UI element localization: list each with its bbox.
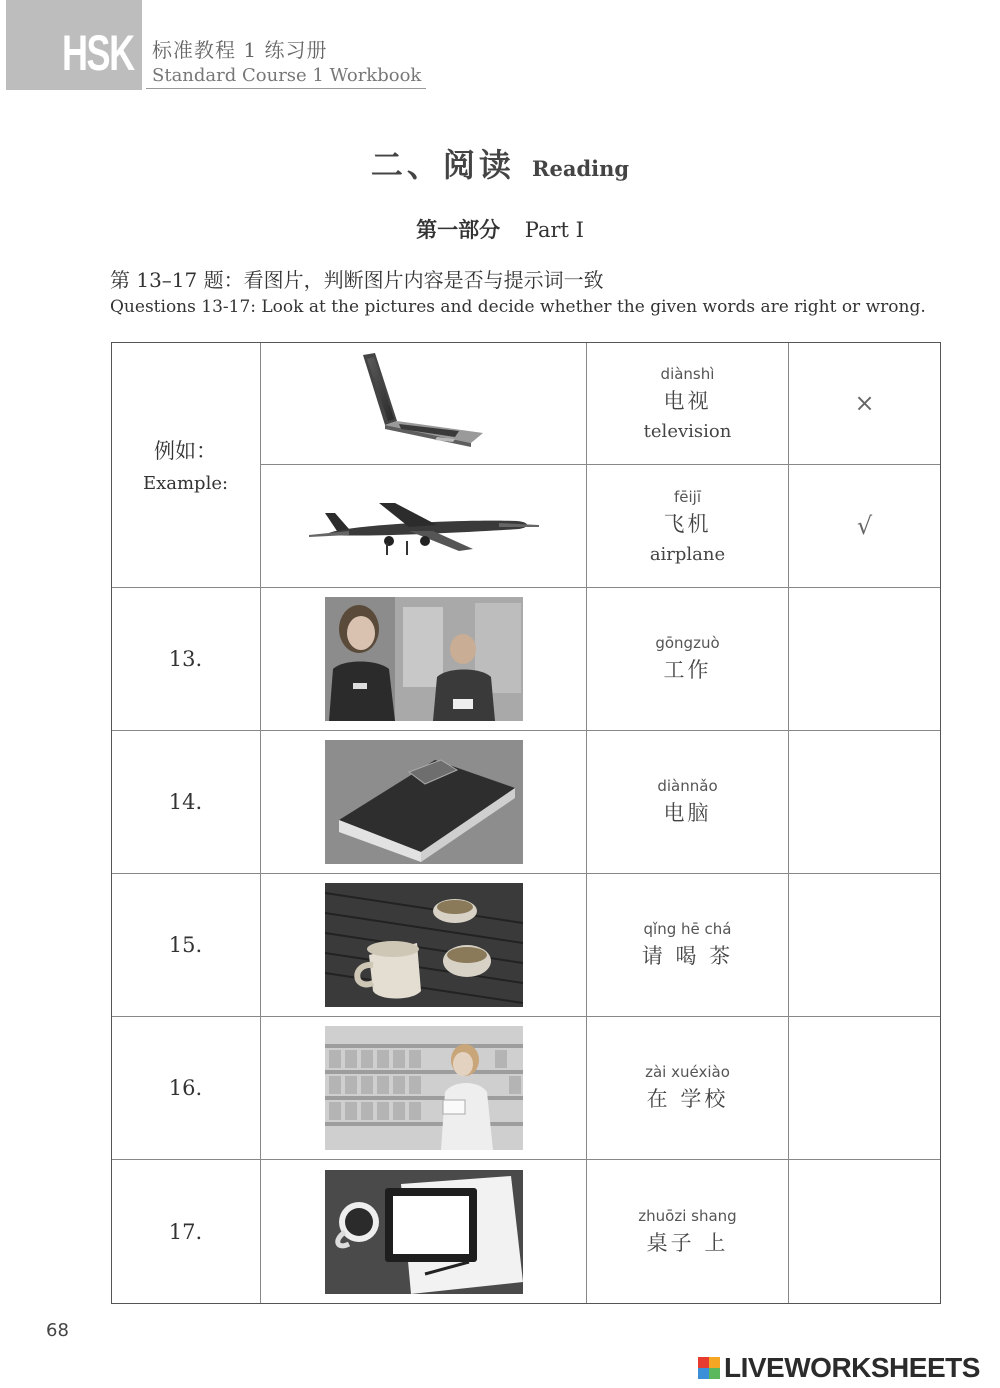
brand-square [698, 1357, 709, 1368]
section-title-english: Reading [532, 156, 630, 181]
book-title-chinese: 标准教程 1 练习册 [152, 38, 328, 62]
instructions-chinese: 第 13–17 题：看图片，判断图片内容是否与提示词一致 [110, 268, 604, 292]
question-15-picture-cell [261, 874, 587, 1017]
question-14-pinyin: diànnǎo [657, 777, 718, 795]
question-13-number-cell [111, 588, 261, 731]
question-14-number-cell [111, 731, 261, 874]
question-13-pinyin: gōngzuò [655, 634, 720, 652]
part-title [0, 214, 1000, 244]
question-17-number-cell [111, 1160, 261, 1304]
question-number: 14. [168, 790, 203, 814]
question-14-picture-cell [261, 731, 587, 874]
question-13-hanzi: 工作 [663, 658, 712, 682]
example-2-gloss: airplane [649, 543, 726, 565]
question-15-hanzi: 请 喝 茶 [641, 944, 734, 968]
question-17-picture-cell [261, 1160, 587, 1304]
example-2-word-cell [587, 465, 789, 588]
question-16-pinyin: zài xuéxiào [645, 1063, 730, 1081]
question-14-hanzi: 电脑 [663, 801, 712, 825]
question-16-picture-cell [261, 1017, 587, 1160]
example-label-english: Example: [142, 473, 229, 494]
example-label-chinese: 例如： [154, 439, 217, 463]
book-title-english: Standard Course 1 Workbook [152, 65, 422, 86]
cross-mark: × [854, 389, 875, 417]
question-17-answer-cell[interactable] [789, 1160, 941, 1304]
question-number: 15. [168, 933, 203, 957]
book-picture [325, 740, 523, 864]
question-15-word-cell [587, 874, 789, 1017]
check-mark: √ [856, 512, 873, 540]
question-16-answer-cell[interactable] [789, 1017, 941, 1160]
header-rule [146, 88, 426, 89]
section-title [0, 140, 1000, 186]
example-2-hanzi: 飞机 [663, 511, 712, 536]
question-14-answer-cell[interactable] [789, 731, 941, 874]
instructions-english: Questions 13-17: Look at the pictures and decide whether the given words are right or wrong. [110, 297, 926, 317]
brand-square [709, 1368, 720, 1379]
section-title-chinese: 二、阅读 [370, 146, 515, 184]
example-2-picture-cell [261, 465, 587, 588]
question-13-answer-cell[interactable] [789, 588, 941, 731]
shop-workers-picture [325, 597, 523, 721]
brand-square [698, 1368, 709, 1379]
question-17-word-cell [587, 1160, 789, 1304]
tea-set-picture [325, 883, 523, 1007]
question-16-hanzi: 在 学校 [646, 1087, 729, 1111]
question-17-hanzi: 桌子 上 [646, 1230, 729, 1255]
part-title-chinese: 第一部分 [416, 217, 501, 242]
hsk-logo: HSK [62, 25, 134, 81]
example-1-pinyin: diànshì [660, 364, 715, 383]
question-17-pinyin: zhuōzi shang [638, 1206, 737, 1225]
page-number: 68 [46, 1320, 69, 1341]
question-15-pinyin: qǐng hē chá [643, 920, 732, 938]
question-16-number-cell [111, 1017, 261, 1160]
question-16-word-cell [587, 1017, 789, 1160]
liveworksheets-squares-icon [698, 1357, 720, 1379]
supermarket-girl-picture [325, 1026, 523, 1150]
question-15-number-cell [111, 874, 261, 1017]
question-number: 16. [168, 1076, 203, 1100]
question-number: 13. [168, 647, 203, 671]
example-1-picture-cell [261, 342, 587, 465]
question-14-word-cell [587, 731, 789, 874]
example-1-hanzi: 电视 [663, 388, 712, 413]
tablet-on-desk-picture [325, 1170, 523, 1294]
laptop-picture [359, 351, 489, 455]
liveworksheets-logo[interactable] [698, 1352, 980, 1384]
example-1-mark-cell [789, 342, 941, 465]
example-1-word-cell [587, 342, 789, 465]
example-1-gloss: television [643, 420, 732, 442]
example-2-pinyin: fēijī [673, 487, 701, 506]
part-title-english: Part Ⅰ [524, 218, 584, 242]
reading-table [111, 342, 941, 1304]
question-15-answer-cell[interactable] [789, 874, 941, 1017]
brand-square [709, 1357, 720, 1368]
liveworksheets-wordmark: LIVEWORKSHEETS [724, 1352, 980, 1383]
question-13-word-cell [587, 588, 789, 731]
question-13-picture-cell [261, 588, 587, 731]
question-number: 17. [168, 1219, 203, 1244]
example-label-cell [111, 342, 261, 588]
airplane-picture [309, 491, 539, 561]
example-2-mark-cell [789, 465, 941, 588]
